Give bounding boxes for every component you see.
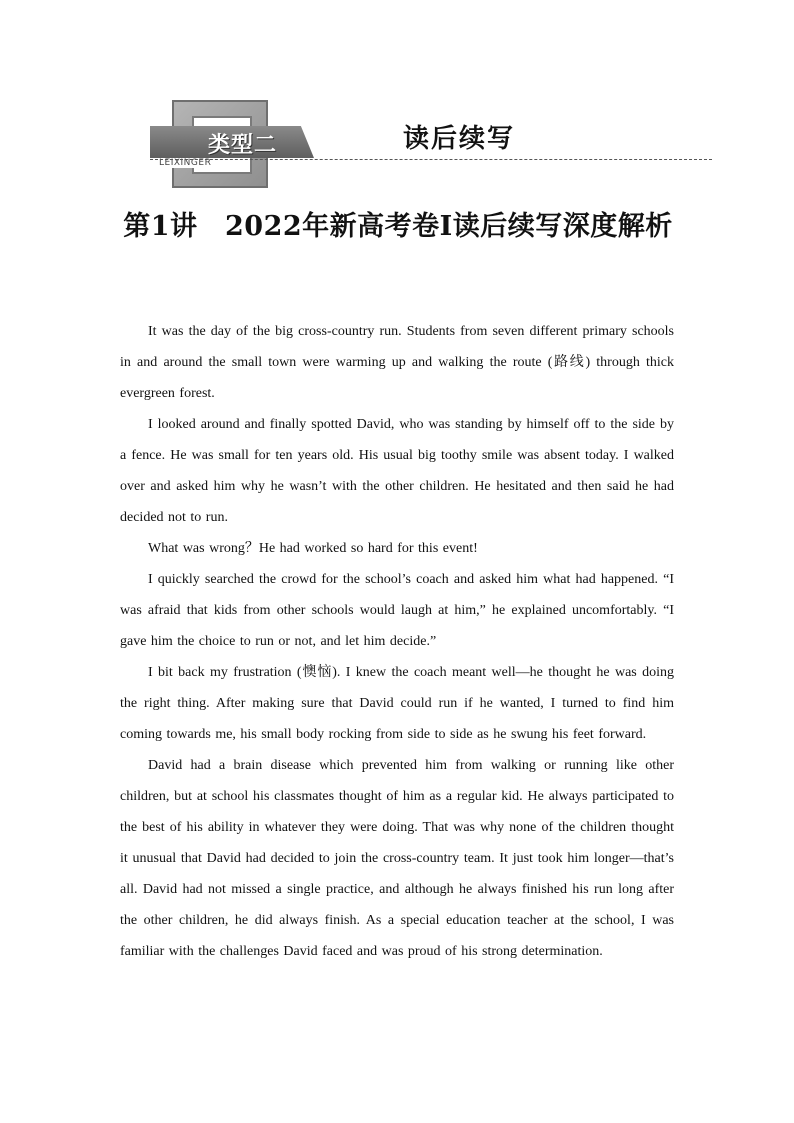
section-header [0, 0, 794, 200]
paragraph-4: I quickly searched the crowd for the school’s coach and asked him what had happened. “I was afraid that kids from other schools would laugh at him,” he explained uncomfortably. “I gave him the choice to run or not, and let him decide.” [120, 572, 674, 649]
paragraph-5: I bit back my frustration (懊恼). I knew the coach meant well—he thought he was doing the right thing. After making sure that David could run if he wanted, I turned to find him coming towards me, his small body rocking from side to side as he swung his feet forward. [120, 665, 674, 742]
lecture-title: 第1讲 2022年新高考卷Ⅰ读后续写深度解析 [123, 211, 673, 242]
passage [120, 316, 674, 967]
section-badge [150, 100, 320, 190]
paragraph-6: David had a brain disease which prevented him from walking or running like other children, but at school his classmates thought of him as a regular kid. He always participated to the best of his ability in whatever they were doing. That was why none of the children thought it unusual that David had decided to join the cross-country team. It just took him longer—that’s all. David had not missed a single practice, and although he always finished his run long after the other children, he did always finish. As a special education teacher at the school, I was familiar with the challenges David faced and was proud of his strong determination. [120, 758, 674, 959]
header-divider [150, 159, 712, 160]
paragraph-3: What was wrong？He had worked so hard for this event! [148, 541, 478, 556]
paragraph-2: I looked around and finally spotted David, who was standing by himself off to the side by a fence. He was small for ten years old. His usual big toothy smile was absent today. I walked over and asked him why he wasn’t with the other children. He hesitated and then said he had decided not to run. [120, 417, 674, 525]
badge-label: 类型二 [208, 133, 278, 158]
paragraph-1: It was the day of the big cross‑country run. Students from seven different primary schools in and around the small town were warming up and walking the route (路线) through thick evergreen forest. [120, 324, 674, 401]
section-title: 读后续写 [403, 124, 516, 154]
badge-sublabel: LEIXINGER [156, 158, 214, 168]
